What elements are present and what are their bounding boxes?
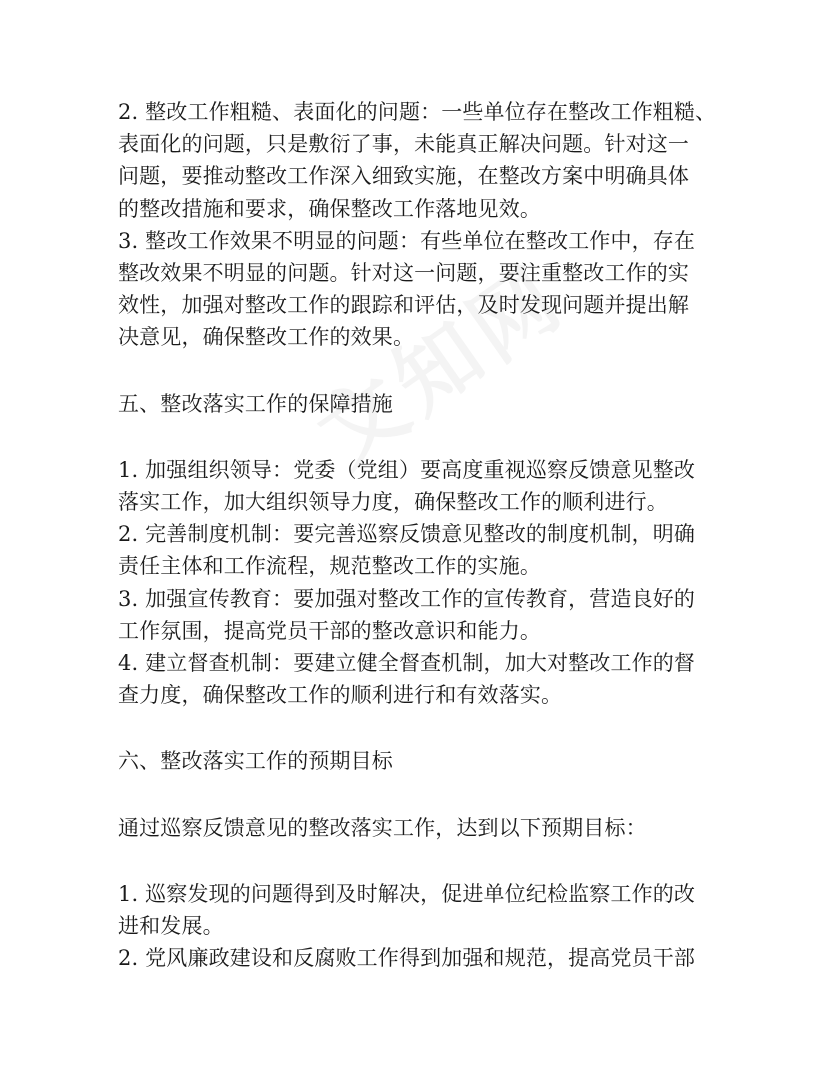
section4-item-3 <box>118 225 718 354</box>
text-line: 进和发展。 <box>118 914 224 939</box>
text-line: 问题，要推动整改工作深入细致实施，在整改方案中明确具体 <box>118 164 690 189</box>
text-line: 责任主体和工作流程，规范整改工作的实施。 <box>118 554 541 579</box>
text-line: 3. 加强宣传教育：要加强对整改工作的宣传教育，营造良好的 <box>118 586 696 611</box>
section4-item-2 <box>118 96 718 225</box>
text-line: 3. 整改工作效果不明显的问题：有些单位在整改工作中，存在 <box>118 228 696 253</box>
text-line: 表面化的问题，只是敷衍了事，未能真正解决问题。针对这一 <box>118 132 690 157</box>
section5-heading: 五、整改落实工作的保障措施 <box>118 391 393 416</box>
section6-heading: 六、整改落实工作的预期目标 <box>118 749 393 774</box>
text-line: 整改效果不明显的问题。针对这一问题，要注重整改工作的实 <box>118 261 690 286</box>
text-line: 2. 党风廉政建设和反腐败工作得到加强和规范，提高党员干部 <box>118 946 696 971</box>
text-line: 工作氛围，提高党员干部的整改意识和能力。 <box>118 618 541 643</box>
section5-item-4 <box>118 647 718 711</box>
section5-item-2 <box>118 518 718 582</box>
section5-item-1 <box>118 454 718 518</box>
section6-item-2 <box>118 942 718 974</box>
text-line: 2. 完善制度机制：要完善巡察反馈意见整改的制度机制，明确 <box>118 522 696 547</box>
section5-item-3 <box>118 583 718 647</box>
text-line: 1. 巡察发现的问题得到及时解决，促进单位纪检监察工作的改 <box>118 881 696 906</box>
section6-item-1 <box>118 878 718 942</box>
text-line: 落实工作，加大组织领导力度，确保整改工作的顺利进行。 <box>118 490 668 515</box>
text-line: 1. 加强组织领导：党委（党组）要高度重视巡察反馈意见整改 <box>118 457 696 482</box>
text-line: 查力度，确保整改工作的顺利进行和有效落实。 <box>118 683 563 708</box>
text-line: 4. 建立督查机制：要建立健全督查机制，加大对整改工作的督 <box>118 651 696 676</box>
text-line: 的整改措施和要求，确保整改工作落地见效。 <box>118 196 541 221</box>
text-line: 2. 整改工作粗糙、表面化的问题：一些单位存在整改工作粗糙、 <box>118 100 717 124</box>
text-line: 效性，加强对整改工作的跟踪和评估，及时发现问题并提出解 <box>118 293 690 318</box>
text-line: 决意见，确保整改工作的效果。 <box>118 325 415 350</box>
document-page <box>118 96 718 974</box>
section6-intro: 通过巡察反馈意见的整改落实工作，达到以下预期目标： <box>118 815 647 840</box>
